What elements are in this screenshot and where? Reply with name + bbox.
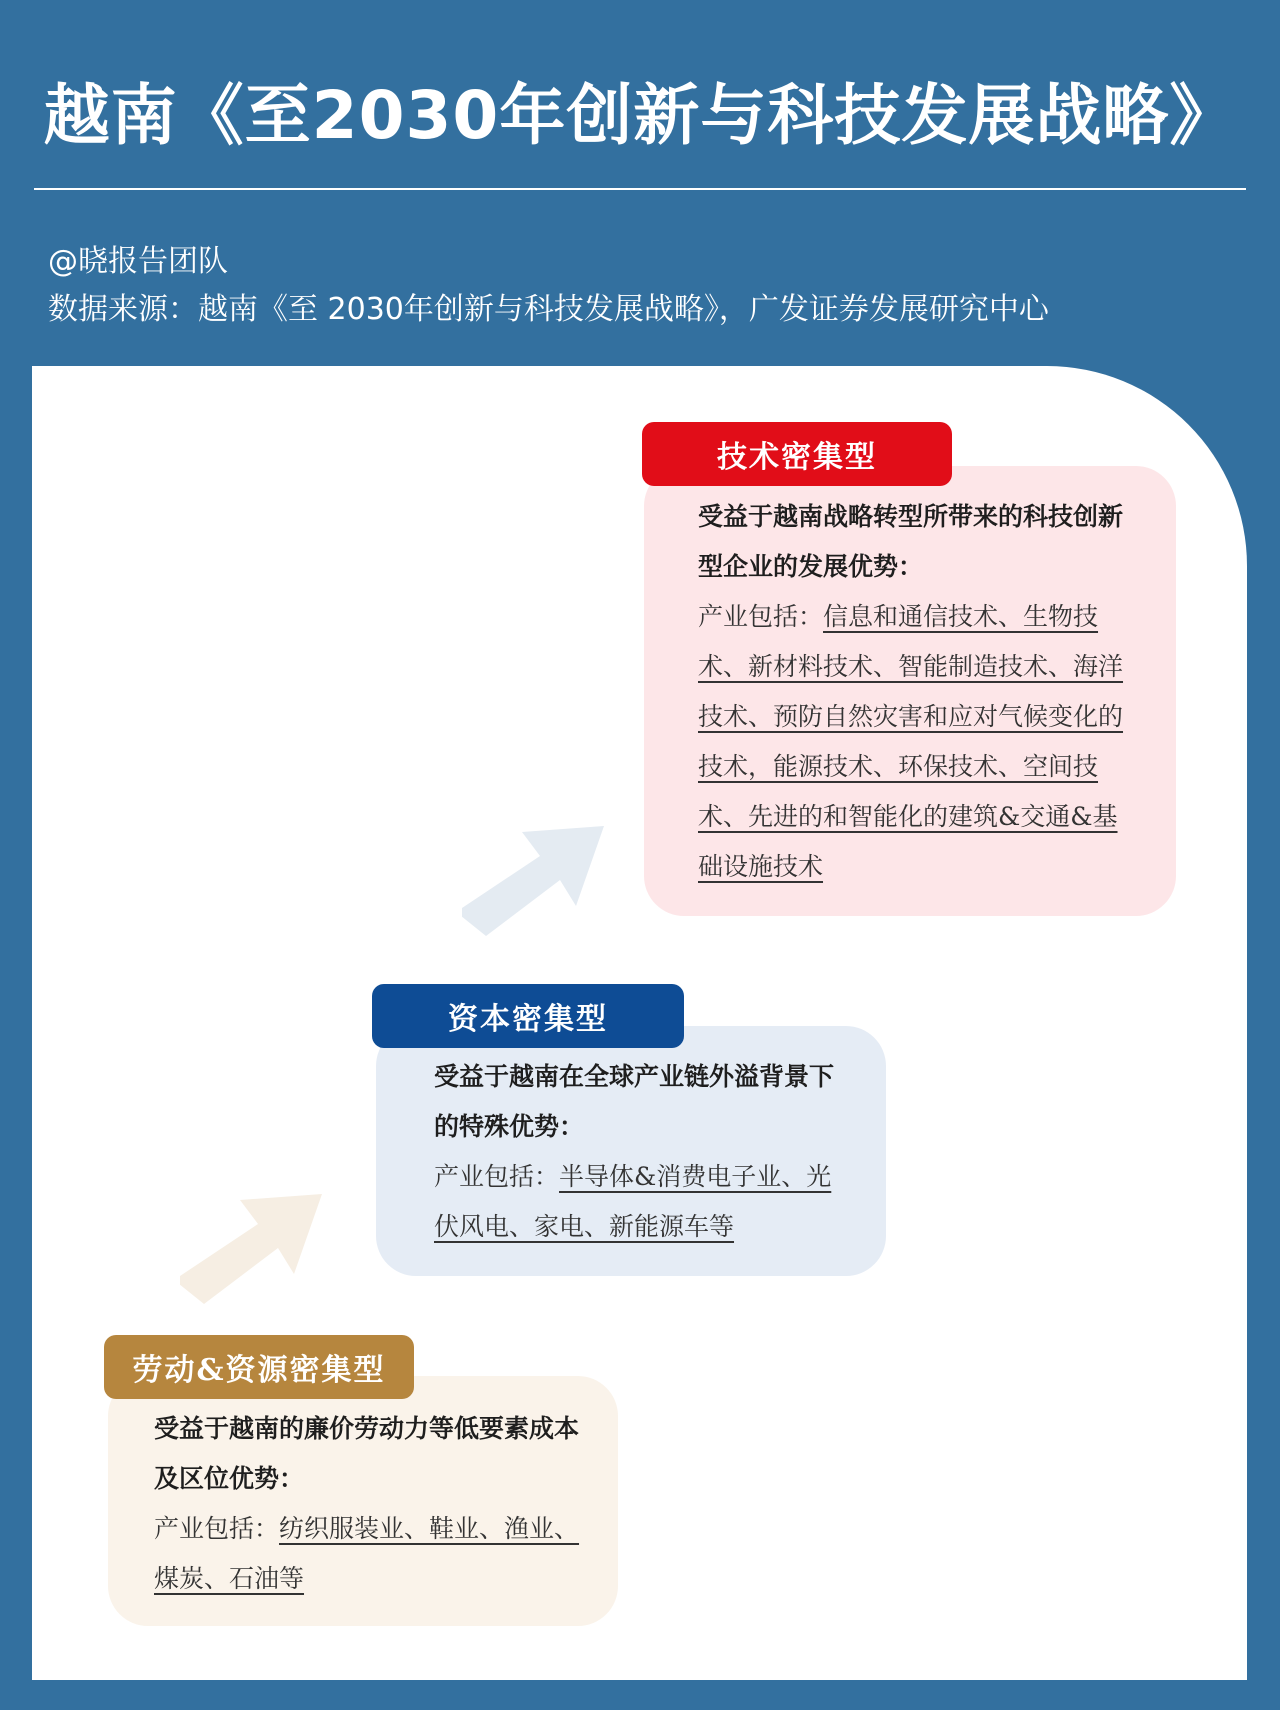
tech-intensive-card xyxy=(644,466,1176,916)
industry-prefix: 产业包括： xyxy=(698,602,824,631)
title-divider xyxy=(34,188,1246,190)
industry-list: 信息和通信技术、生物技术、新材料技术、智能制造技术、海洋技术、预防自然灾害和应对气候变化的技术，能源技术、环保技术、空间技术、先进的和智能化的建筑&交通&基础设施技术 xyxy=(698,602,1124,881)
capital-intensive-label: 资本密集型 xyxy=(372,984,684,1048)
labor-resource-intensive-industries xyxy=(154,1504,588,1604)
industry-list: 纺织服装业、鞋业、渔业、煤炭、石油等 xyxy=(154,1514,580,1593)
industry-list: 半导体&消费电子业、光伏风电、家电、新能源车等 xyxy=(434,1162,832,1241)
labor-resource-intensive-label: 劳动&资源密集型 xyxy=(104,1335,414,1399)
arrow-up-right-icon xyxy=(462,820,612,940)
industry-prefix: 产业包括： xyxy=(434,1162,560,1191)
industry-prefix: 产业包括： xyxy=(154,1514,280,1543)
tech-intensive-label: 技术密集型 xyxy=(642,422,952,486)
page-title: 越南《至2030年创新与科技发展战略》 xyxy=(43,77,1237,154)
capital-intensive-card xyxy=(376,1026,886,1276)
tech-intensive-description: 受益于越南战略转型所带来的科技创新型企业的发展优势： xyxy=(698,502,1124,581)
labor-resource-intensive-description: 受益于越南的廉价劳动力等低要素成本及区位优势： xyxy=(154,1414,580,1493)
capital-intensive-industries xyxy=(434,1152,856,1252)
arrow-up-right-icon xyxy=(180,1188,330,1308)
capital-intensive-description: 受益于越南在全球产业链外溢背景下的特殊优势： xyxy=(434,1062,835,1141)
author-credit: @晓报告团队 xyxy=(48,244,228,279)
data-source: 数据来源：越南《至 2030年创新与科技发展战略》，广发证券发展研究中心 xyxy=(48,292,1049,327)
tech-intensive-industries xyxy=(698,592,1140,892)
labor-resource-intensive-card xyxy=(108,1376,618,1626)
